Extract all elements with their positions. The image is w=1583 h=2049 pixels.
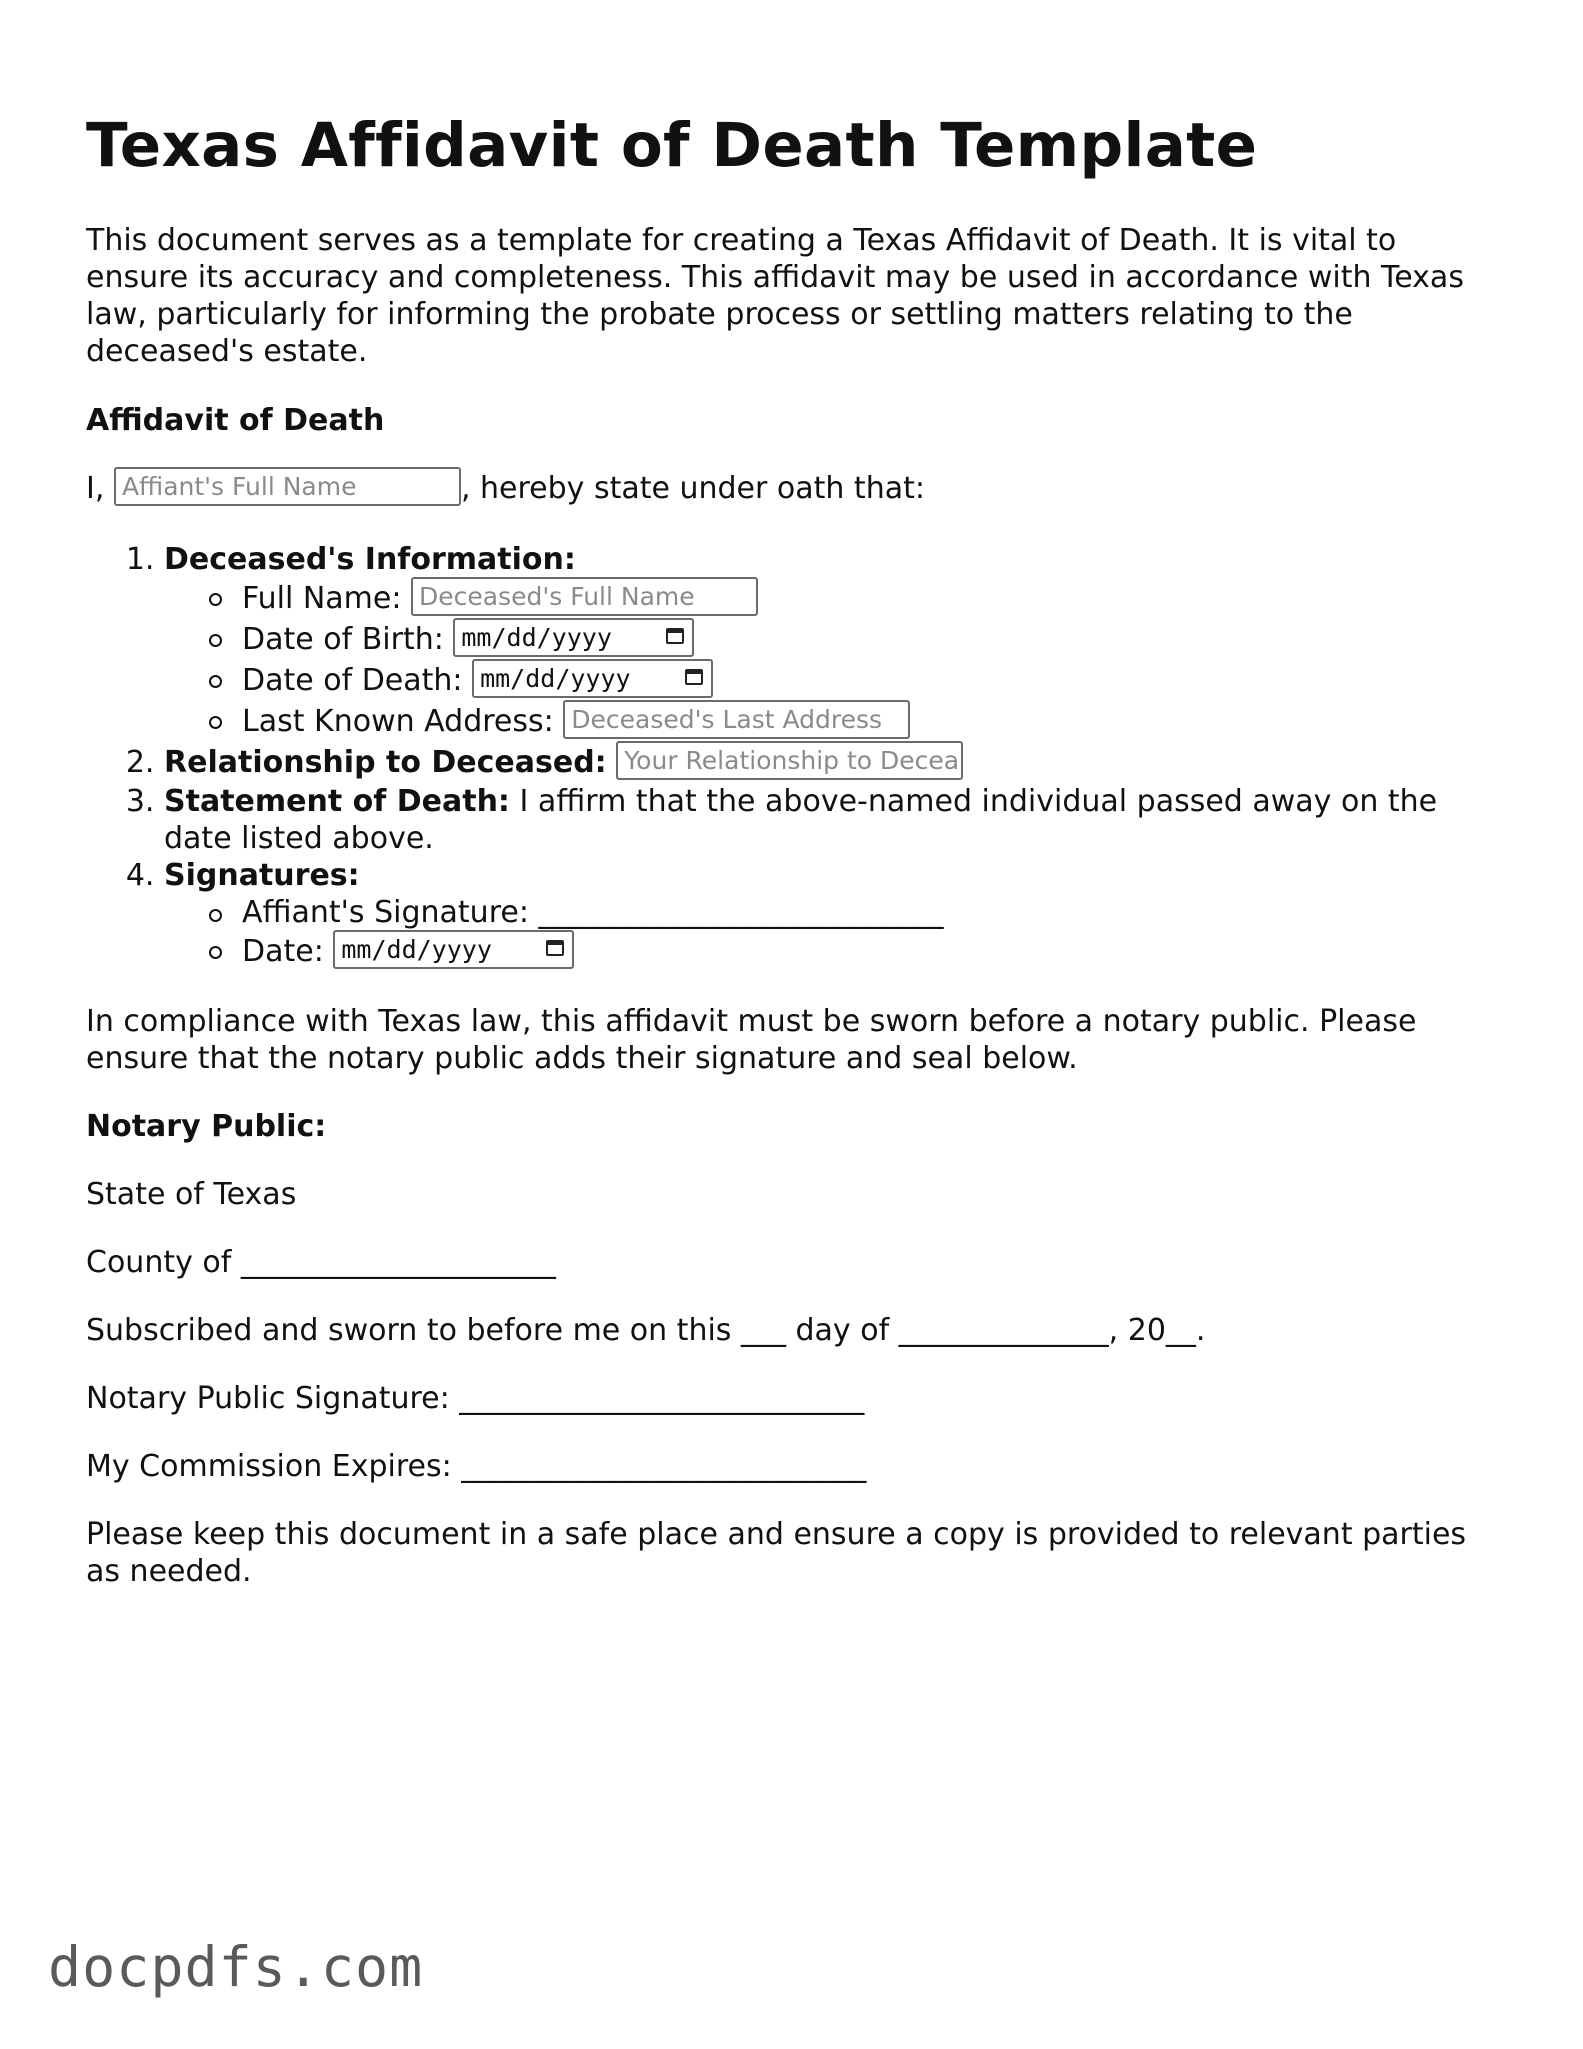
item-statement <box>164 783 1506 857</box>
dob-value: mm/dd/yyyy <box>461 623 612 652</box>
address-row <box>242 701 1506 742</box>
relationship-heading: Relationship to Deceased: <box>164 745 607 780</box>
deceased-full-name-input[interactable]: Deceased's Full Name <box>411 577 758 616</box>
document-page <box>86 104 1506 1621</box>
notary-county: County of _____________________ <box>86 1245 556 1280</box>
deceased-info-heading: Deceased's Information: <box>164 542 576 577</box>
address-label: Last Known Address: <box>242 704 554 739</box>
calendar-icon[interactable] <box>666 628 684 644</box>
statement-text: I affirm that the above-named individual passed away on the date listed above. <box>164 784 1438 856</box>
notary-heading: Notary Public: <box>86 1109 327 1144</box>
statement-heading: Statement of Death: <box>164 784 510 819</box>
relationship-input[interactable]: Your Relationship to Decea <box>616 741 963 780</box>
watermark-logo: docpdfs.com <box>48 1935 424 1999</box>
signatures-list <box>164 894 1506 972</box>
affiant-signature-row: Affiant's Signature: ___________________________ <box>242 894 1506 931</box>
affiant-suffix: , hereby state under oath that: <box>460 471 925 506</box>
signatures-heading: Signatures: <box>164 858 360 893</box>
dob-row <box>242 619 1506 660</box>
affiant-statement <box>86 470 1506 509</box>
signature-date-label: Date: <box>242 934 324 969</box>
full-name-label: Full Name: <box>242 581 402 616</box>
last-address-input[interactable]: Deceased's Last Address <box>563 700 910 739</box>
page-title: Texas Affidavit of Death Template <box>86 110 1258 181</box>
dod-row <box>242 660 1506 701</box>
affidavit-items <box>86 541 1506 972</box>
date-of-birth-input[interactable] <box>453 618 694 657</box>
full-name-row <box>242 578 1506 619</box>
affiant-name-input[interactable]: Affiant's Full Name <box>114 467 461 506</box>
item-relationship <box>164 742 1506 783</box>
section-heading: Affidavit of Death <box>86 403 385 438</box>
compliance-paragraph: In compliance with Texas law, this affidavit must be sworn before a notary public. Please ensure that the notary public adds their signature and seal below. <box>86 1004 1417 1076</box>
notary-state: State of Texas <box>86 1177 297 1212</box>
affiant-prefix: I, <box>86 471 105 506</box>
dob-label: Date of Birth: <box>242 622 444 657</box>
date-of-death-input[interactable] <box>472 659 713 698</box>
notary-signature: Notary Public Signature: ___________________________ <box>86 1381 865 1416</box>
dod-value: mm/dd/yyyy <box>480 664 631 693</box>
calendar-icon[interactable] <box>546 940 564 956</box>
deceased-info-list <box>164 578 1506 742</box>
notary-commission: My Commission Expires: ___________________________ <box>86 1449 867 1484</box>
intro-paragraph: This document serves as a template for creating a Texas Affidavit of Death. It is vital to ensure its accuracy and completeness. This affidavit may be used in accordance with Texas law, particularly for informing the probate process or settling matters relating to the deceased's estate. <box>86 223 1464 369</box>
signature-date-input[interactable] <box>333 930 574 969</box>
signature-date-row <box>242 931 1506 972</box>
item-deceased-info <box>164 541 1506 742</box>
dod-label: Date of Death: <box>242 663 463 698</box>
calendar-icon[interactable] <box>685 669 703 685</box>
signature-date-value: mm/dd/yyyy <box>341 935 492 964</box>
item-signatures <box>164 857 1506 972</box>
notary-subscribed: Subscribed and sworn to before me on this ___ day of ______________, 20__. <box>86 1313 1206 1348</box>
closing-paragraph: Please keep this document in a safe place and ensure a copy is provided to relevant parties as needed. <box>86 1517 1467 1589</box>
